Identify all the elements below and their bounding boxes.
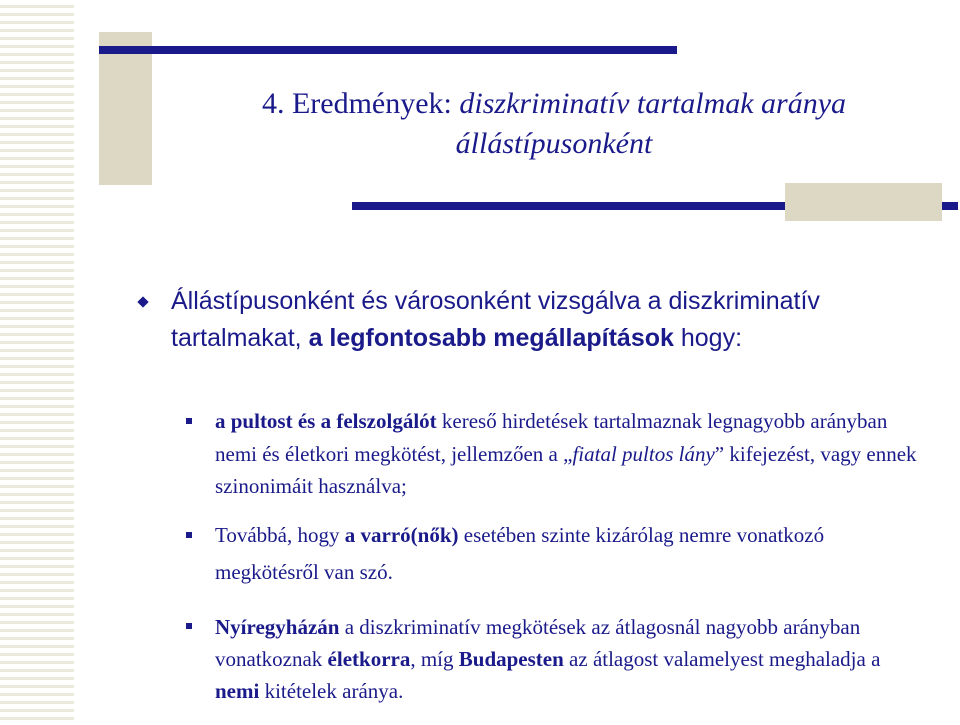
list-item xyxy=(180,611,920,707)
text-segment: esetében szinte kizárólag nemre vonatkozó megkötésről van szó. xyxy=(215,523,825,584)
list-item-text xyxy=(215,523,824,584)
title-line-2: állástípusonként xyxy=(455,127,653,160)
list-item-text xyxy=(215,409,917,498)
italic-text: fiatal pultos lány xyxy=(572,441,715,466)
bold-text: Nyíregyházán xyxy=(215,615,340,639)
decorative-tan-block xyxy=(99,32,152,185)
decorative-tan-bar xyxy=(785,183,942,221)
decorative-top-bar xyxy=(99,46,677,54)
diamond-bullet-icon xyxy=(137,296,148,307)
text-segment: ” kifejezést, vagy ennek szinonimáit használva; xyxy=(215,441,917,498)
text-segment: Továbbá, hogy xyxy=(215,523,345,547)
main-bullet-text xyxy=(171,287,820,352)
bold-text: nemi xyxy=(215,679,260,703)
main-content xyxy=(137,283,927,357)
title-emphasis: diszkriminatív tartalmak aránya xyxy=(459,87,847,120)
text-segment: kereső hirdetések tartalmaznak legnagyobb arányban nemi és életkori megkötést, jellemzően a „ xyxy=(215,409,888,466)
sub-bullet-list xyxy=(180,405,920,707)
bold-text: a pultost és a felszolgálót xyxy=(215,409,437,433)
bold-text: a varró(nők) xyxy=(344,523,459,547)
title-prefix: 4. Eredmények: xyxy=(261,87,460,120)
main-bullet xyxy=(137,283,927,357)
square-bullet-icon xyxy=(186,418,192,424)
text-segment: kitételek aránya. xyxy=(259,679,404,703)
list-item xyxy=(180,517,920,591)
slide-title xyxy=(214,84,894,164)
text-segment: , míg xyxy=(410,647,459,671)
list-item-text xyxy=(215,615,880,703)
bold-text: a legfontosabb megállapítások xyxy=(308,324,674,352)
text-segment: Állástípusonként és városonként vizsgálva a diszkriminatív tartalmakat, xyxy=(171,287,820,352)
bold-text: Budapesten xyxy=(458,647,564,671)
text-segment: a diszkriminatív megkötések az átlagosnál nagyobb arányban vonatkoznak xyxy=(215,615,861,671)
square-bullet-icon xyxy=(186,532,192,538)
bold-text: életkorra xyxy=(327,647,411,671)
square-bullet-icon xyxy=(186,623,192,629)
decorative-stripes xyxy=(0,0,74,725)
text-segment: hogy: xyxy=(673,324,743,352)
title-line-1 xyxy=(214,84,894,124)
text-segment: az átlagost valamelyest meghaladja a xyxy=(563,647,881,671)
list-item xyxy=(180,405,920,503)
